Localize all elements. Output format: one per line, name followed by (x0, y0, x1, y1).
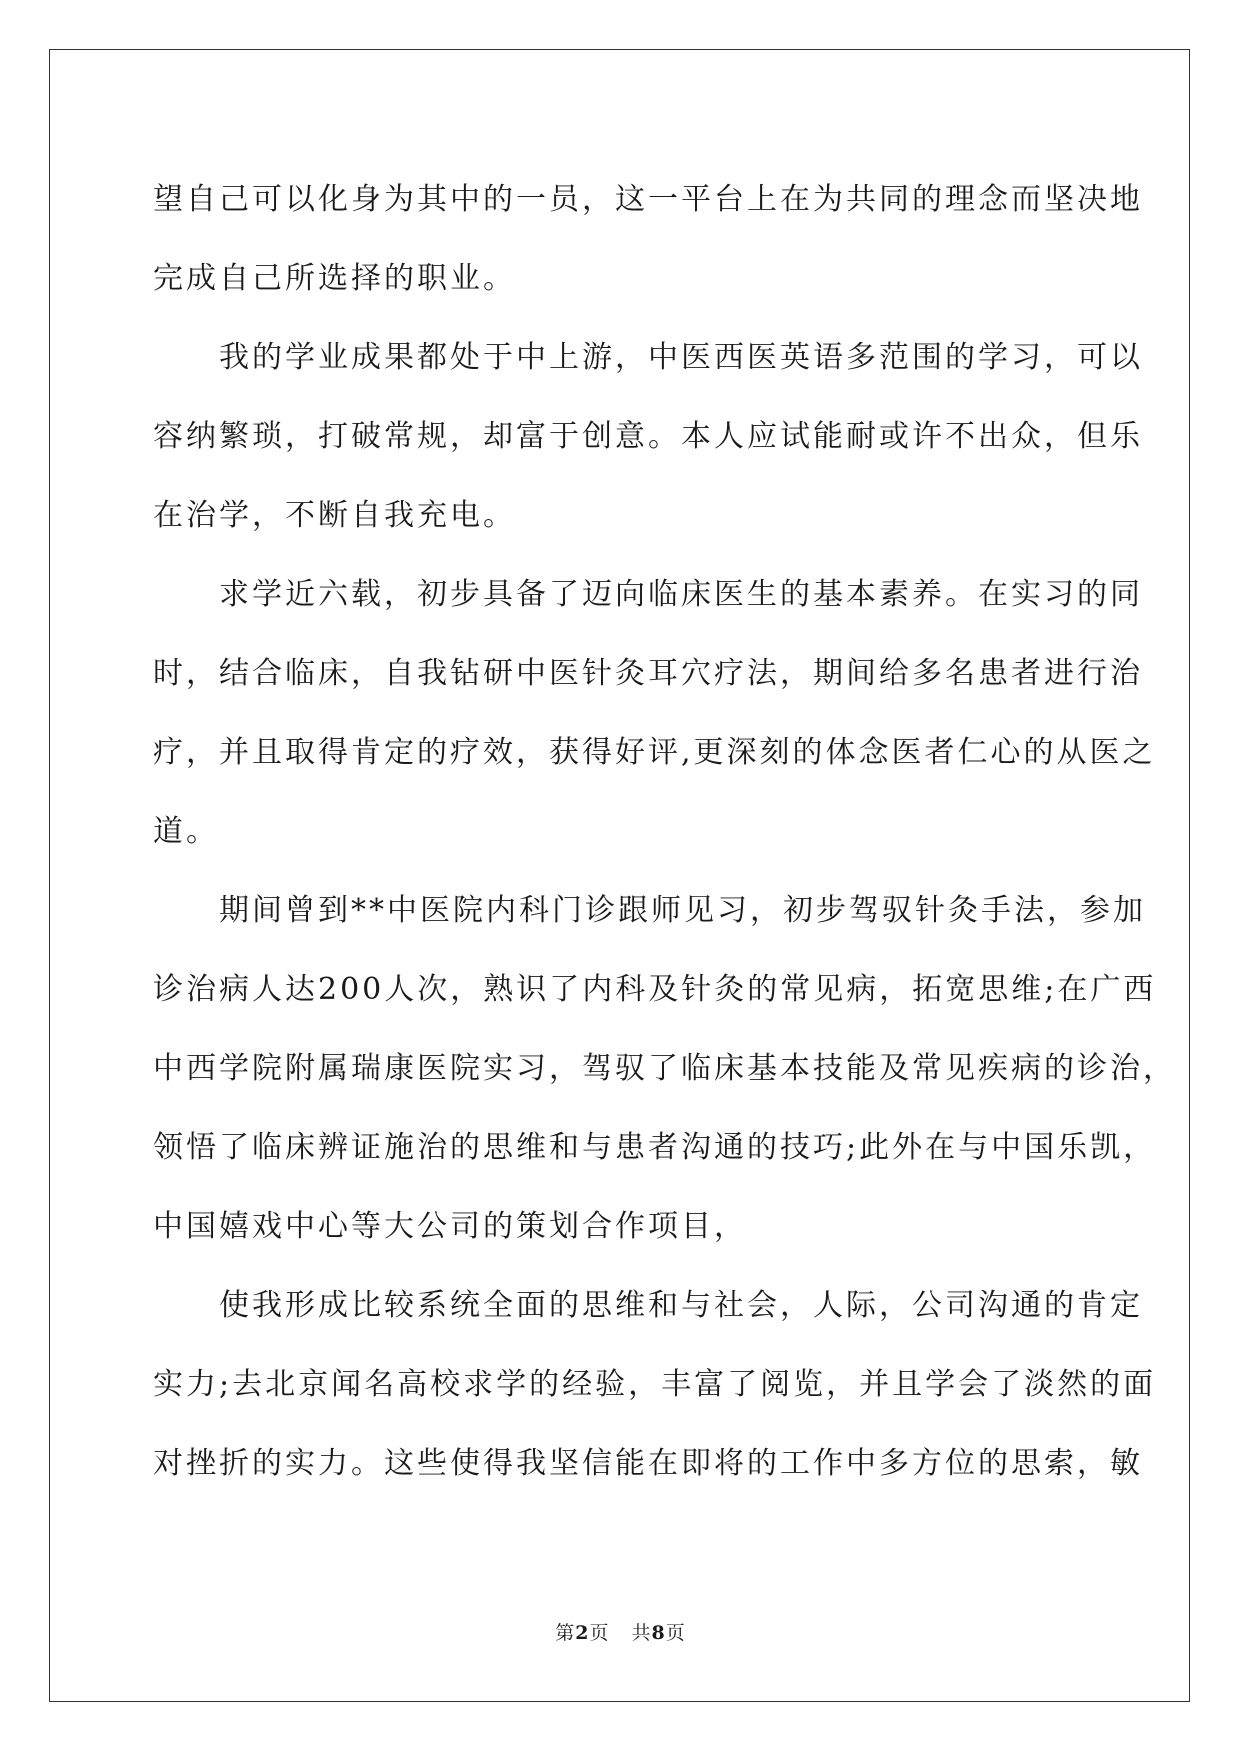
text-line: 时，结合临床，自我钻研中医针灸耳穴疗法，期间给多名患者进行治 (153, 656, 1143, 691)
page-prefix: 第 (555, 1622, 576, 1644)
text-line: 领悟了临床辨证施治的思维和与患者沟通的技巧;此外在与中国乐凯， (153, 1130, 1157, 1165)
paragraph-1 (153, 160, 1143, 318)
total-page-number: 8 (651, 1622, 666, 1644)
page-suffix: 页 (589, 1622, 610, 1644)
total-prefix: 共 (631, 1622, 652, 1644)
text-line: 疗，并且取得肯定的疗效，获得好评,更深刻的体念医者仁心的从医之 (153, 735, 1156, 770)
text-line: 中国嬉戏中心等大公司的策划合作项目， (153, 1209, 747, 1244)
current-page-number: 2 (575, 1622, 590, 1644)
page-number (555, 1622, 609, 1644)
paragraph-5 (153, 1266, 1157, 1503)
document-body (153, 160, 1176, 1503)
text-line: 期间曾到**中医院内科门诊跟师见习，初步驾驭针灸手法，参加 (219, 893, 1146, 928)
paragraph-3 (153, 555, 1156, 871)
text-line: 使我形成比较系统全面的思维和与社会，人际，公司沟通的肯定 (219, 1288, 1143, 1323)
text-line: 我的学业成果都处于中上游，中医西医英语多范围的学习，可以 (219, 340, 1143, 375)
text-line: 望自己可以化身为其中的一员，这一平台上在为共同的理念而坚决地 (153, 182, 1143, 217)
text-line: 完成自己所选择的职业。 (153, 261, 516, 296)
text-line: 容纳繁琐，打破常规，却富于创意。本人应试能耐或许不出众，但乐 (153, 419, 1143, 454)
text-line: 中西学院附属瑞康医院实习，驾驭了临床基本技能及常见疾病的诊治， (153, 1051, 1176, 1086)
text-line: 对挫折的实力。这些使得我坚信能在即将的工作中多方位的思索，敏 (153, 1446, 1143, 1481)
paragraph-2 (153, 318, 1143, 555)
paragraph-4 (153, 871, 1176, 1266)
text-line: 道。 (153, 814, 219, 849)
text-line: 在治学，不断自我充电。 (153, 498, 516, 533)
text-line: 实力;去北京闻名高校求学的经验，丰富了阅览，并且学会了淡然的面 (153, 1367, 1157, 1402)
text-line: 诊治病人达200人次，熟识了内科及针灸的常见病，拓宽思维;在广西 (153, 972, 1157, 1007)
page-footer (0, 1618, 1241, 1645)
total-suffix: 页 (665, 1622, 686, 1644)
total-pages (632, 1622, 686, 1644)
text-line: 求学近六载，初步具备了迈向临床医生的基本素养。在实习的同 (219, 577, 1143, 612)
